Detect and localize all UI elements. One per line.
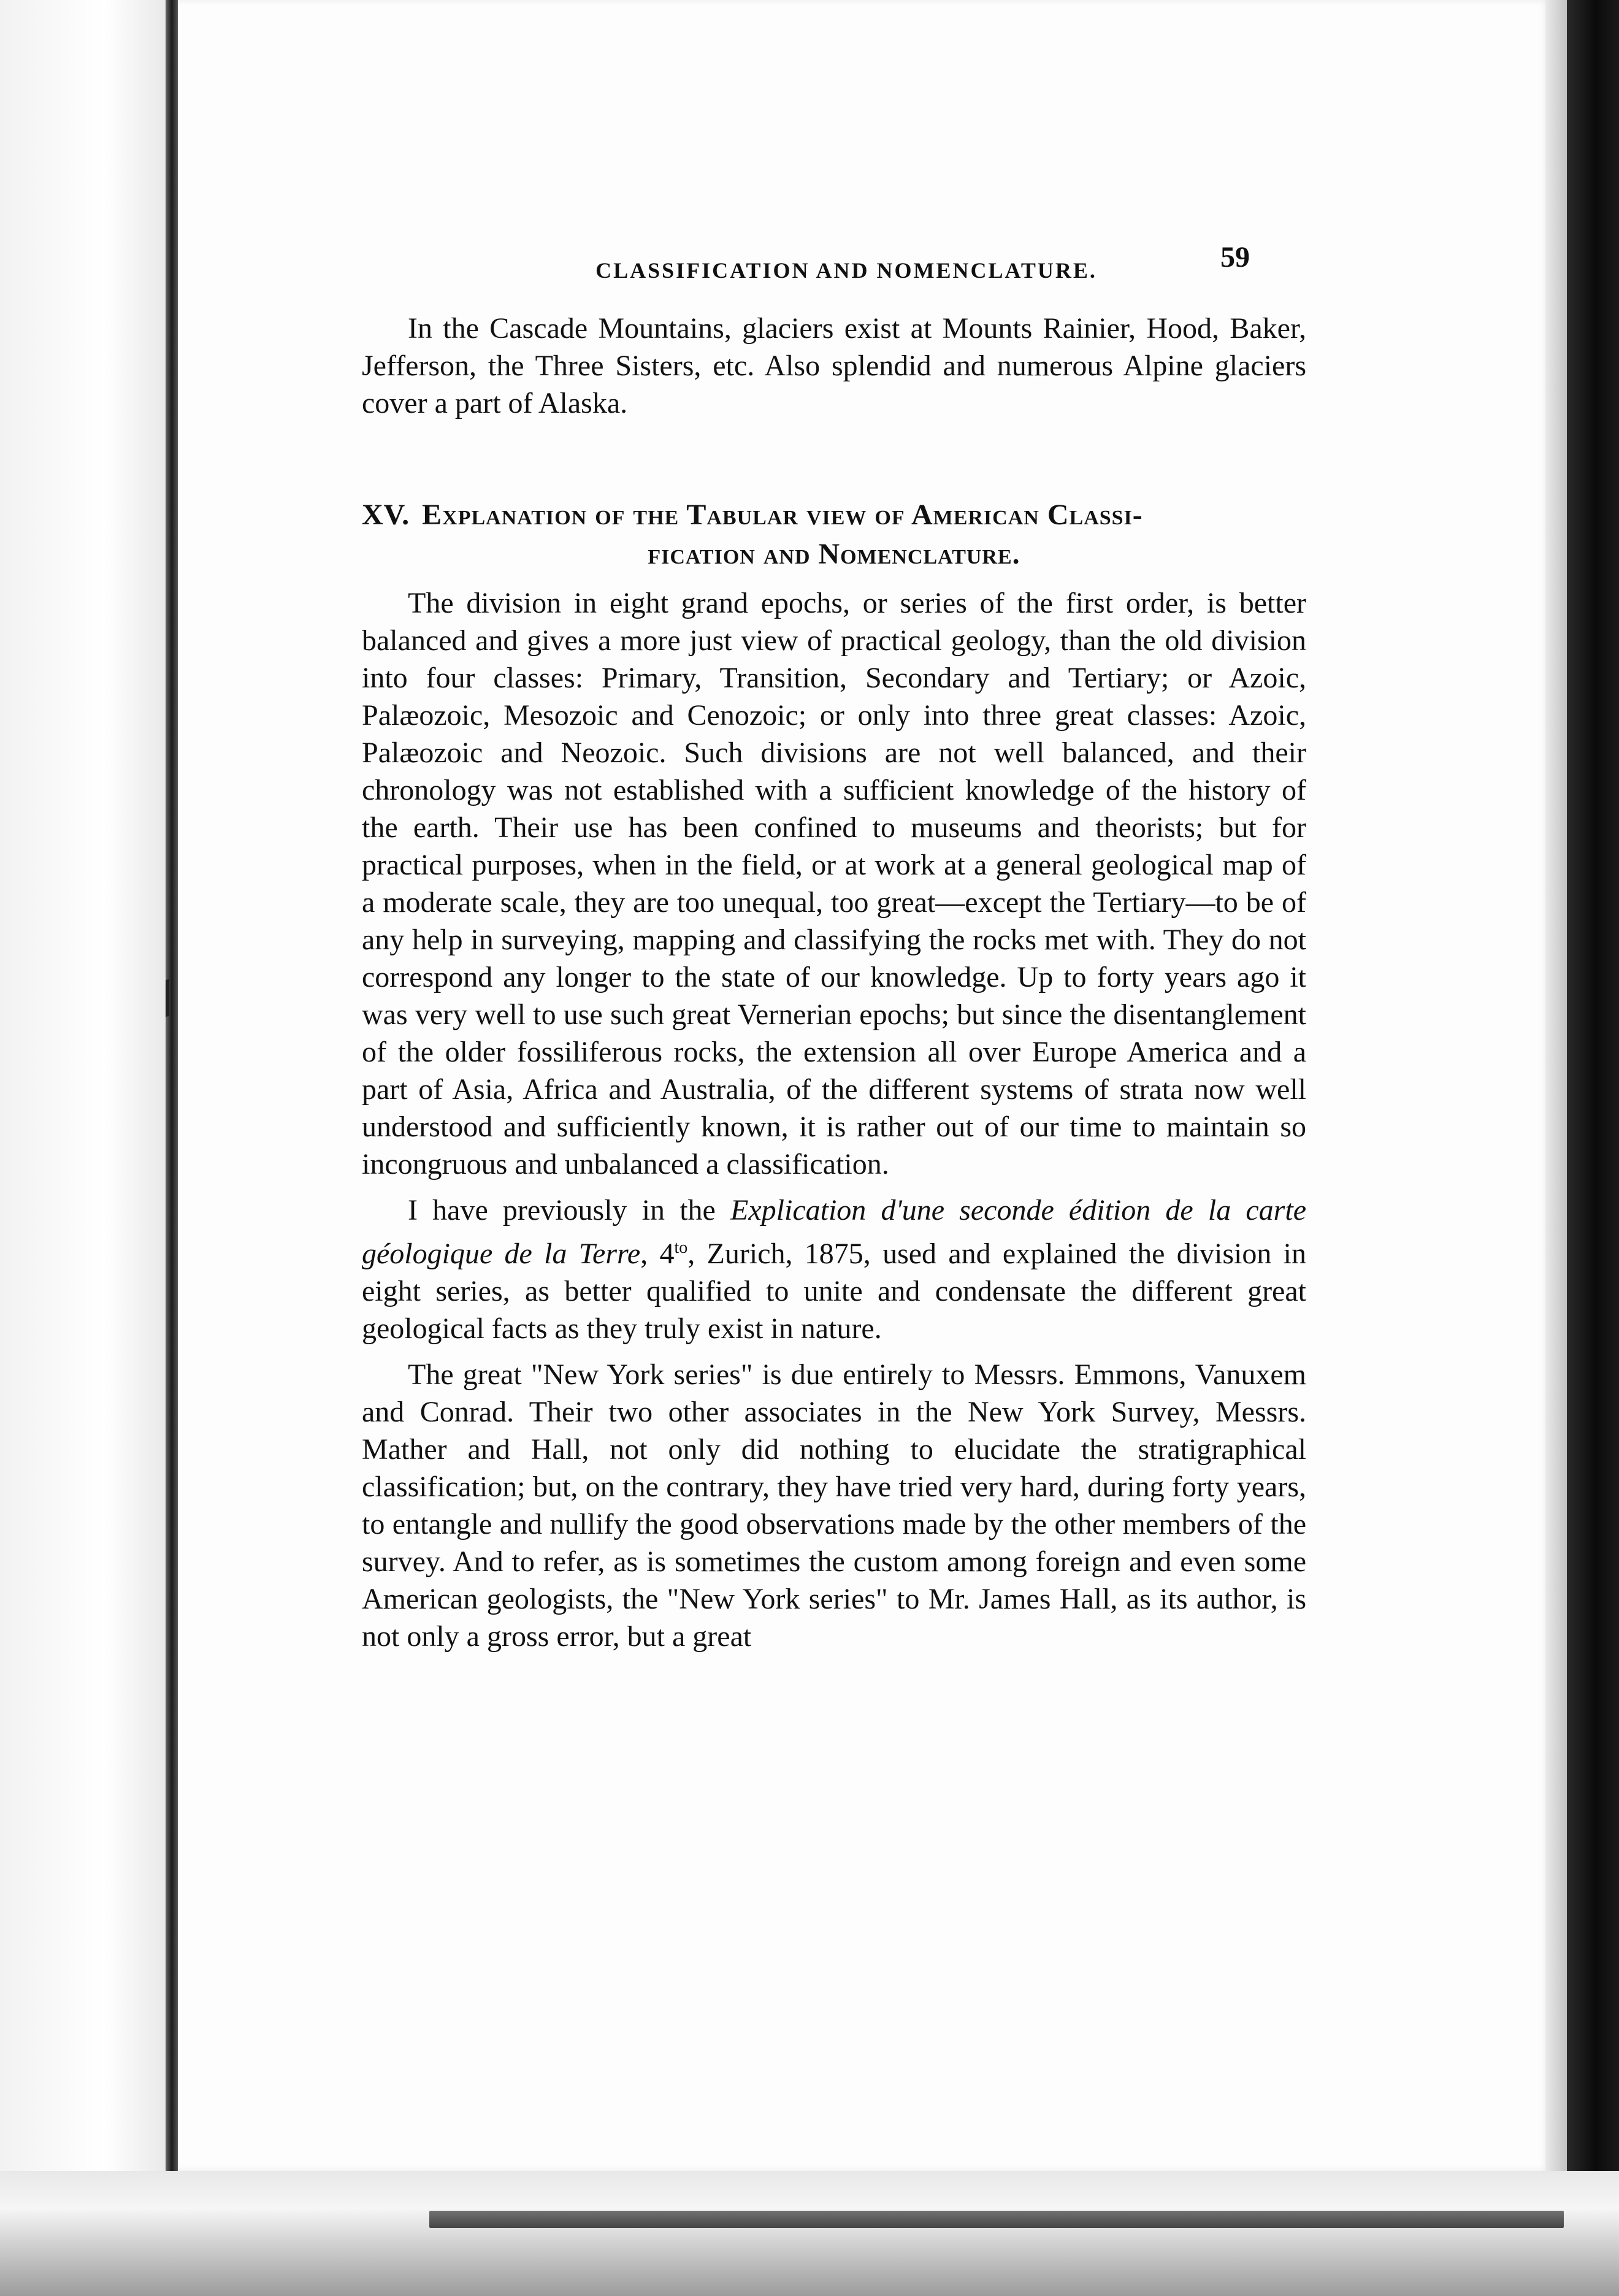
running-head: CLASSIFICATION AND NOMENCLATURE.: [595, 258, 1097, 283]
section-title-part-1: Explanation of the Tabular view of American Classi-: [422, 499, 1143, 531]
scanner-dark-border: [1567, 0, 1619, 2296]
p2-text-after: , Zurich, 1875, used and explained the division in eight series, as better qualified to unite and condensate the different great geological facts as they truly exist in nature.: [362, 1238, 1306, 1345]
p2-format: , 4: [640, 1238, 675, 1270]
facing-page-edge: [0, 0, 175, 2296]
binding-gutter: [166, 0, 178, 2183]
book-title-italic: Explication d'une seconde édition de la carte géologique de la Terre: [362, 1194, 1306, 1270]
text-block-main: [362, 584, 1306, 1655]
section-heading-line-1: [362, 496, 1306, 535]
page-bottom-edge: [0, 2171, 1619, 2296]
p2-format-superscript: to: [674, 1238, 688, 1257]
paragraph-explication: [362, 1192, 1306, 1347]
page-right-edge: [1545, 0, 1570, 2183]
p2-text-before: I have previously in the: [408, 1194, 731, 1226]
paragraph-division: The division in eight grand epochs, or series of the first order, is better balanced and gives a more just view of practical geology, than the old division into four classes: Primary, Transition, Secondary and Tertiary; or Azoic, Palæozoic, Mesozoic and Cenozoic; or only into three great classes: Azoic, Palæozoic and Neozoic. Such divisions are not well balanced, and their chronology was not established with a sufficient knowledge of the history of the earth. Their use has been confined to museums and theorists; but for practical purposes, when in the field, or at work at a general geological map of a moderate scale, they are too unequal, too great—except the Tertiary—to be of any help in surveying, mapping and classifying the rocks met with. They do not correspond any longer to the state of our knowledge. Up to forty years ago it was very well to use such great Vernerian epochs; but since the disentanglement of the older fossiliferous rocks, the extension all over Europe America and a part of Asia, Africa and Australia, of the different systems of strata now well understood and sufficiently known, it is rather out of our time to maintain so incongruous and unbalanced a classification.: [362, 587, 1306, 1181]
section-heading: [362, 496, 1306, 574]
paragraph-glaciers: In the Cascade Mountains, glaciers exist at Mounts Rainier, Hood, Baker, Jefferson, the Three Sisters, etc. Also splendid and numerous Alpine glaciers cover a part of Alaska.: [362, 312, 1306, 419]
text-block-top: [362, 310, 1306, 422]
section-numeral: XV.: [362, 499, 410, 531]
section-title-part-2: fication and Nomenclature.: [648, 538, 1020, 570]
page-number: 59: [1220, 241, 1250, 274]
paragraph-new-york-series: The great "New York series" is due entirely to Messrs. Emmons, Vanuxem and Conrad. Their two other associates in the New York Survey, Messrs. Mather and Hall, not only did nothing to elucidate the stratigraphical classification; but, on the contrary, they have tried very hard, during forty years, to entangle and nullify the good observations made by the other members of the survey. And to refer, as is sometimes the custom among foreign and even some American geologists, the "New York series" to Mr. James Hall, as its author, is not only a gross error, but a great: [362, 1358, 1306, 1653]
bottom-shadow-band: [429, 2211, 1564, 2228]
